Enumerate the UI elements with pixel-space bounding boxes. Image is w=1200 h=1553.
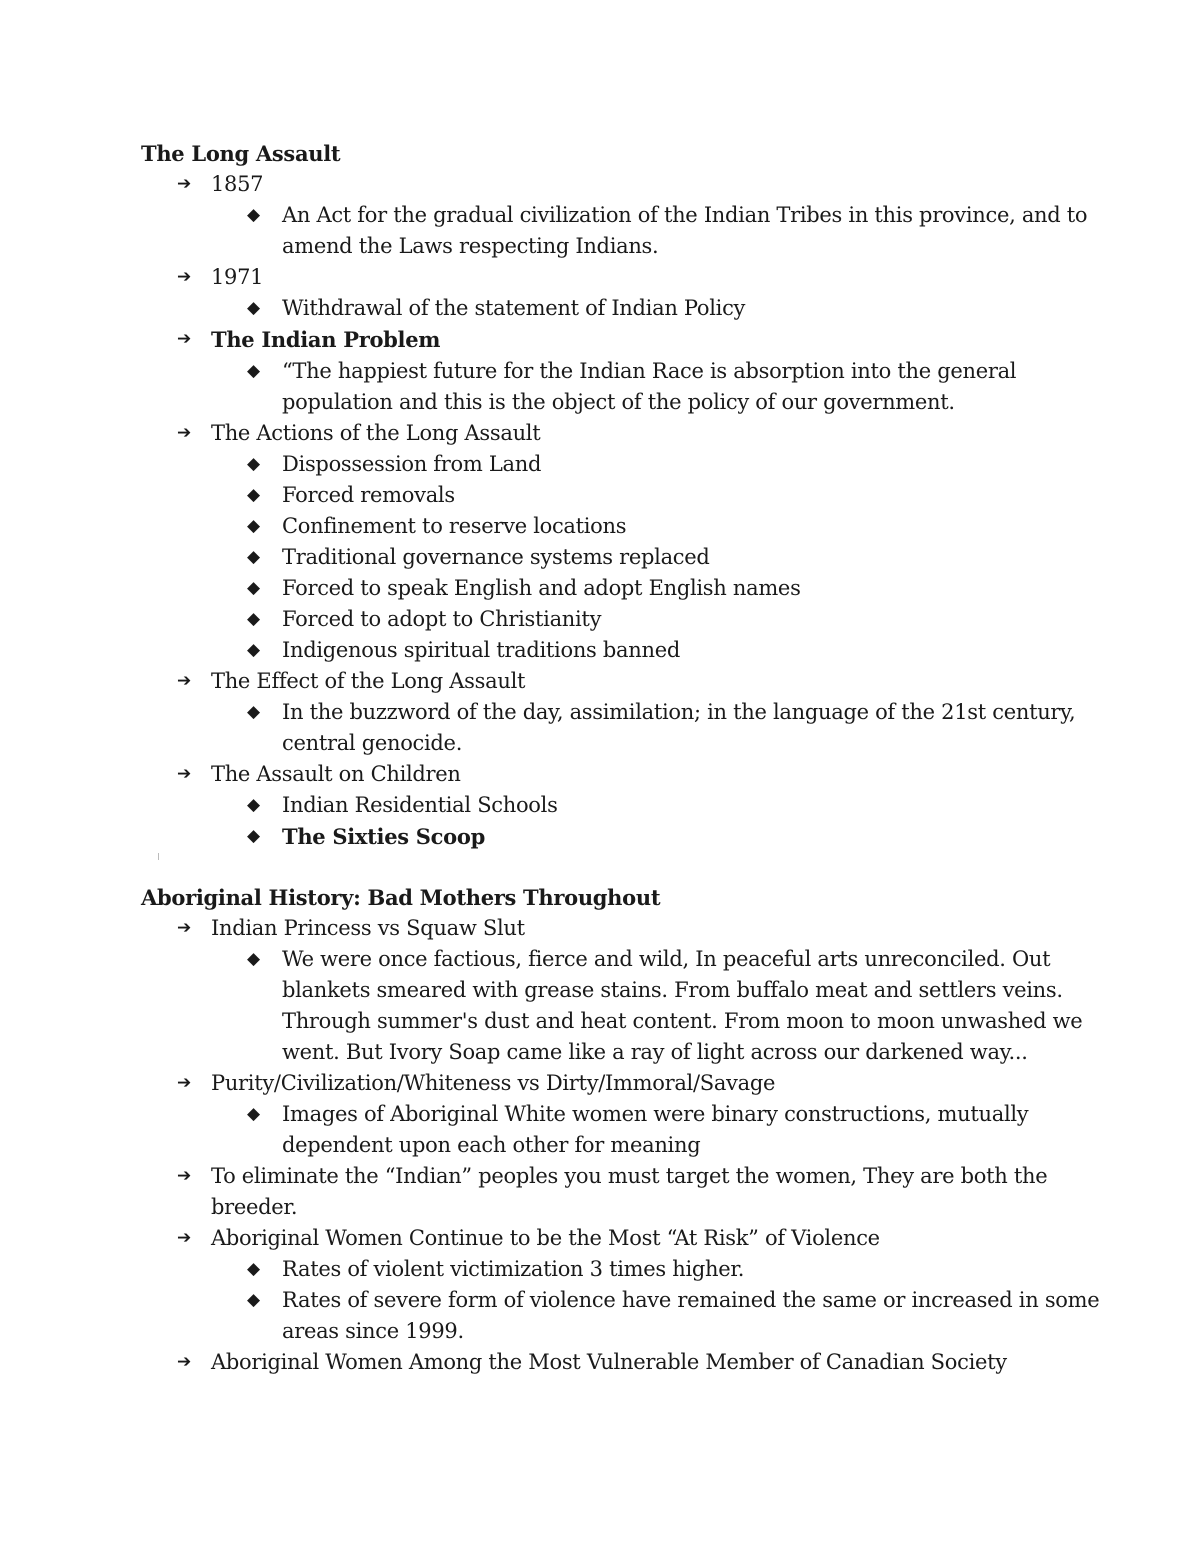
outline-subitem-text: In the buzzword of the day, assimilation; in the language of the 21st century, central genocide. [282,700,1076,755]
outline-subitem-text: The Sixties Scoop [282,824,485,849]
outline-subitem [141,1254,1101,1285]
diamond-bullet-icon: ◆ [247,578,260,598]
diamond-bullet-icon: ◆ [247,702,260,722]
diamond-bullet-icon: ◆ [247,205,260,225]
diamond-bullet-icon: ◆ [247,1290,260,1310]
outline-subitem-text: Forced to speak English and adopt English names [282,576,801,600]
diamond-bullet-icon: ◆ [247,795,260,815]
arrow-bullet-icon: ➔ [177,329,191,349]
outline-subitem-text: Images of Aboriginal White women were binary constructions, mutually dependent upon each other for meaning [282,1102,1029,1157]
diamond-bullet-icon: ◆ [247,454,260,474]
arrow-bullet-icon: ➔ [177,764,191,784]
diamond-bullet-icon: ◆ [247,361,260,381]
arrow-bullet-icon: ➔ [177,174,191,194]
section-title: Aboriginal History: Bad Mothers Throughout [141,885,661,910]
outline-subitem-text: “The happiest future for the Indian Race is absorption into the general population and this is the object of the policy of our government. [282,359,1017,414]
outline-subitem [141,573,1101,604]
arrow-bullet-icon: ➔ [177,267,191,287]
outline-subitem-text: Dispossession from Land [282,452,542,476]
outline-item-label: The Assault on Children [211,762,461,786]
outline-subitem [141,604,1101,635]
outline-item [141,262,1101,293]
outline-subitem-text: Withdrawal of the statement of Indian Policy [282,296,746,320]
outline-item [141,913,1101,944]
outline-item [141,1347,1101,1378]
outline-subitem [141,449,1101,480]
arrow-bullet-icon: ➔ [177,1352,191,1372]
diamond-bullet-icon: ◆ [247,485,260,505]
outline-item-label: 1857 [211,172,264,196]
outline-item-label: The Effect of the Long Assault [211,669,526,693]
outline-subitem-text: Rates of severe form of violence have remained the same or increased in some areas since 1999. [282,1288,1100,1343]
outline-item [141,418,1101,449]
outline-list [141,169,1101,853]
outline-item-label: To eliminate the “Indian” peoples you must target the women, They are both the breeder. [211,1164,1048,1219]
outline-item [141,169,1101,200]
outline-subitem [141,697,1101,759]
diamond-bullet-icon: ◆ [247,949,260,969]
outline-subitem-text: Indigenous spiritual traditions banned [282,638,680,662]
arrow-bullet-icon: ➔ [177,918,191,938]
outline-item [141,1223,1101,1254]
outline-item [141,1161,1101,1223]
outline-subitem [141,542,1101,573]
arrow-bullet-icon: ➔ [177,423,191,443]
diamond-bullet-icon: ◆ [247,609,260,629]
outline-item [141,666,1101,697]
outline-subitem [141,480,1101,511]
outline-subitem [141,635,1101,666]
arrow-bullet-icon: ➔ [177,1073,191,1093]
stray-mark [158,853,159,860]
diamond-bullet-icon: ◆ [247,547,260,567]
outline-subitem-text: Rates of violent victimization 3 times higher. [282,1257,745,1281]
outline-subitem-text: Forced removals [282,483,455,507]
outline-subitem [141,200,1101,262]
outline-item-label: Purity/Civilization/Whiteness vs Dirty/Immoral/Savage [211,1071,776,1095]
outline-item-label: The Indian Problem [211,327,441,352]
outline-subitem [141,293,1101,324]
arrow-bullet-icon: ➔ [177,1228,191,1248]
section-title: The Long Assault [141,141,341,166]
outline-subitem-text: Forced to adopt to Christianity [282,607,602,631]
outline-subitem [141,1285,1101,1347]
outline-item-label: The Actions of the Long Assault [211,421,541,445]
outline-subitem [141,944,1101,1068]
outline-subitem [141,1099,1101,1161]
outline-subitem [141,821,1101,853]
diamond-bullet-icon: ◆ [247,640,260,660]
outline-subitem-text: Indian Residential Schools [282,793,558,817]
outline-item [141,759,1101,790]
diamond-bullet-icon: ◆ [247,1259,260,1279]
outline-subitem-text: Confinement to reserve locations [282,514,627,538]
outline-item-label: Indian Princess vs Squaw Slut [211,916,525,940]
outline-item [141,324,1101,356]
diamond-bullet-icon: ◆ [247,1104,260,1124]
diamond-bullet-icon: ◆ [247,826,260,846]
outline-subitem [141,790,1101,821]
outline-item [141,1068,1101,1099]
outline-subitem [141,511,1101,542]
outline-subitem [141,356,1101,418]
diamond-bullet-icon: ◆ [247,298,260,318]
outline-subitem-text: Traditional governance systems replaced [282,545,710,569]
diamond-bullet-icon: ◆ [247,516,260,536]
outline-subitem-text: An Act for the gradual civilization of the Indian Tribes in this province, and to amend the Laws respecting Indians. [282,203,1088,258]
outline-item-label: Aboriginal Women Among the Most Vulnerable Member of Canadian Society [211,1350,1007,1374]
section-bad-mothers [141,882,1101,1378]
outline-list [141,913,1101,1378]
arrow-bullet-icon: ➔ [177,671,191,691]
outline-item-label: 1971 [211,265,264,289]
outline-subitem-text: We were once factious, fierce and wild, In peaceful arts unreconciled. Out blankets smeared with grease stains. From buffalo meat and settlers veins. Through summer's dust and heat content. From moon to moon unwashed we went. But Ivory Soap came like a ray of light across our darkened way... [282,947,1083,1064]
section-long-assault [141,138,1101,853]
arrow-bullet-icon: ➔ [177,1166,191,1186]
outline-item-label: Aboriginal Women Continue to be the Most “At Risk” of Violence [211,1226,880,1250]
